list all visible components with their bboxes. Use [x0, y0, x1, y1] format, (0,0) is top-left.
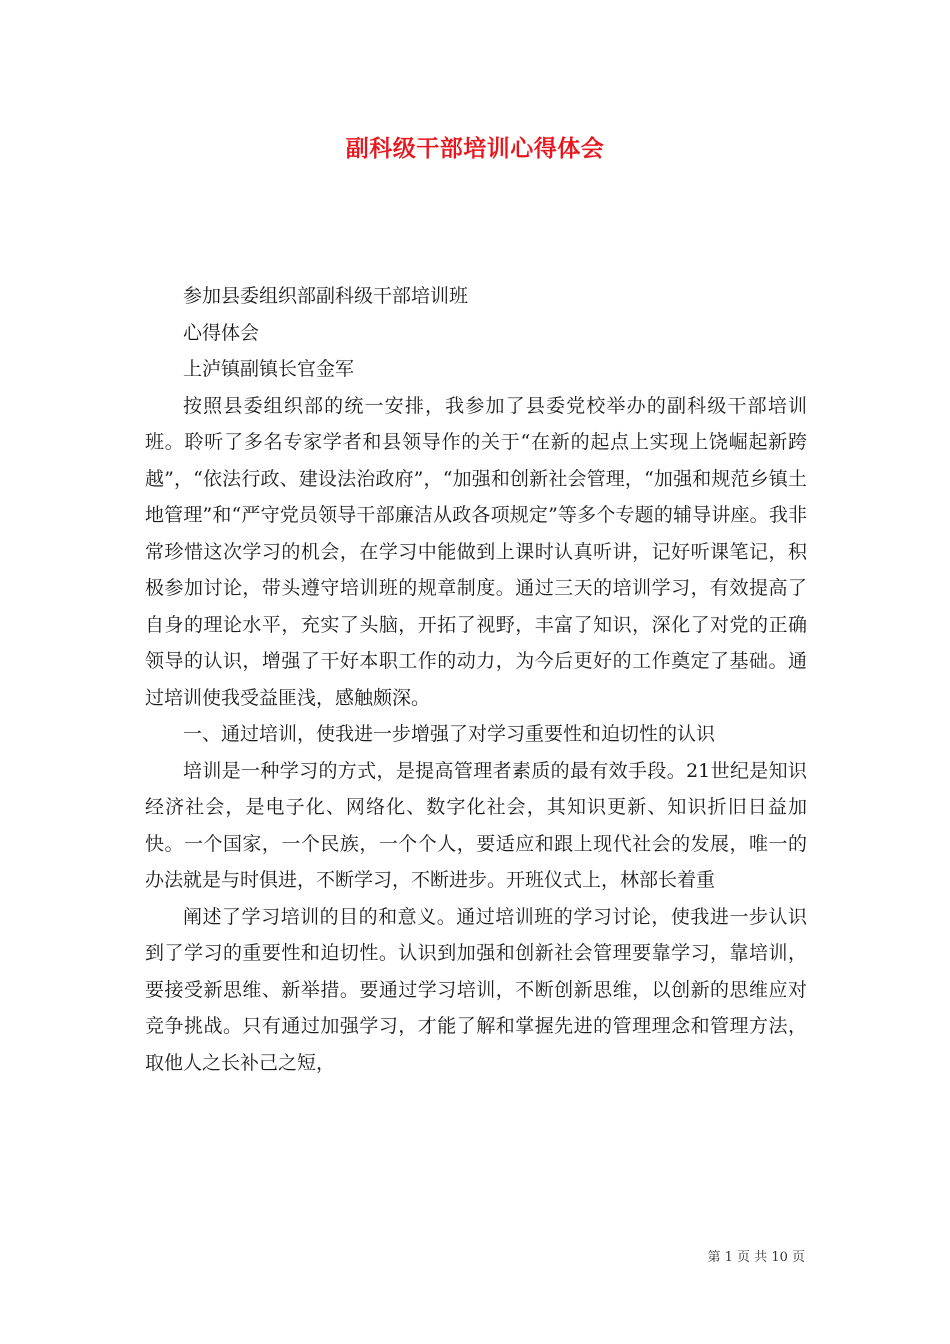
author-line: 上泸镇副镇长官金军: [183, 358, 355, 380]
document-body: [145, 278, 807, 1081]
intro-line-2: 心得体会: [183, 321, 260, 344]
page-title: 副科级干部培训心得体会: [345, 135, 605, 162]
paragraph-1: 按照县委组织部的统一安排，我参加了县委党校举办的副科级干部培训班。聆听了多名专家学者和县领导作的关于“在新的起点上实现上饶崛起新跨越”，“依法行政、建设法治政府”，“加强和创新社会管理，“加强和规范乡镇土地管理”和“严守党员领导干部廉洁从政各项规定”等多个专题的辅导讲座。我非常珍惜这次学习的机会，在学习中能做到上课时认真听讲，记好听课笔记，积极参加讨论，带头遵守培训班的规章制度。通过三天的培训学习，有效提高了自身的理论水平，充实了头脑，开拓了视野，丰富了知识，深化了对党的正确领导的认识，增强了干好本职工作的动力，为今后更好的工作奠定了基础。通过培训使我受益匪浅，感触颇深。: [145, 394, 807, 709]
intro-line-1: 参加县委组织部副科级干部培训班: [183, 285, 469, 307]
paragraph-3: 阐述了学习培训的目的和意义。通过培训班的学习讨论，使我进一步认识到了学习的重要性和迫切性。认识到加强和创新社会管理要靠学习，靠培训，要接受新思维、新举措。要通过学习培训，不断创新思维，以创新的思维应对竞争挑战。只有通过加强学习，才能了解和掌握先进的管理理念和管理方法，取他人之长补己之短，: [145, 905, 807, 1074]
page-footer: 第 1 页 共 10 页: [707, 1250, 805, 1265]
section-heading-1: 一、通过培训，使我进一步增强了对学习重要性和迫切性的认识: [183, 723, 716, 745]
paragraph-2: 培训是一种学习的方式，是提高管理者素质的最有效手段。21世纪是知识经济社会，是电子化、网络化、数字化社会，其知识更新、知识折旧日益加快。一个国家，一个民族，一个个人，要适应和跟上现代社会的发展，唯一的办法就是与时俱进，不断学习，不断进步。开班仪式上，林部长着重: [145, 759, 807, 891]
